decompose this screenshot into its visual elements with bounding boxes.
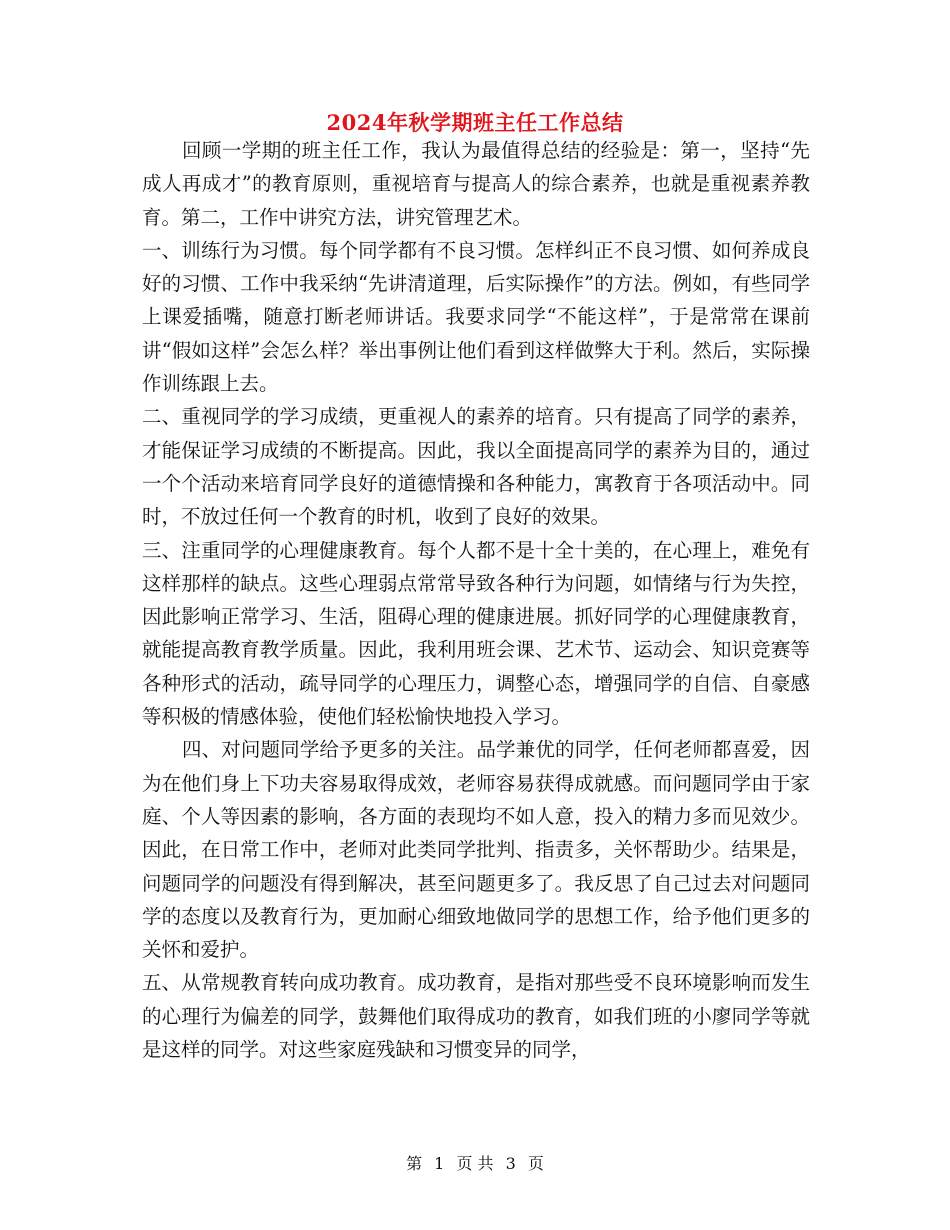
footer-prefix: 第 bbox=[406, 1154, 423, 1173]
footer-middle: 页 共 bbox=[456, 1154, 494, 1173]
paragraph-section-2: 二、重视同学的学习成绩，更重视人的素养的培育。只有提高了同学的素养，才能保证学习成绩的不断提高。因此，我以全面提高同学的素养为目的，通过一个个活动来培育同学良好的道德情操和各种能力，寓教育于各项活动中。同时，不放过任何一个教育的时机，收到了良好的效果。 bbox=[142, 405, 810, 529]
page-footer bbox=[0, 1152, 950, 1176]
paragraph-section-3: 三、注重同学的心理健康教育。每个人都不是十全十美的，在心理上，难免有这样那样的缺点。这些心理弱点常常导致各种行为问题，如情绪与行为失控，因此影响正常学习、生活，阻碍心理的健康进展。抓好同学的心理健康教育，就能提高教育教学质量。因此，我利用班会课、艺术节、运动会、知识竞赛等各种形式的活动，疏导同学的心理压力，调整心态，增强同学的自信、自豪感等积极的情感体验，使他们轻松愉快地投入学习。 bbox=[142, 538, 810, 729]
paragraph-intro: 回顾一学期的班主任工作，我认为最值得总结的经验是：第一，坚持“先成人再成才”的教育原则，重视培育与提高人的综合素养，也就是重视素养教育。第二，工作中讲究方法，讲究管理艺术。 bbox=[142, 139, 810, 229]
paragraph-section-1: 一、训练行为习惯。每个同学都有不良习惯。怎样纠正不良习惯、如何养成良好的习惯、工作中我采纳“先讲清道理，后实际操作”的方法。例如，有些同学上课爱插嘴，随意打断老师讲话。我要求同学“不能这样”，于是常常在课前讲“假如这样”会怎么样？举出事例让他们看到这样做弊大于利。然后，实际操作训练跟上去。 bbox=[142, 238, 810, 396]
footer-total-pages: 3 bbox=[505, 1154, 516, 1173]
footer-page-number: 1 bbox=[434, 1154, 445, 1173]
document-title: 2024年秋学期班主任工作总结 bbox=[326, 110, 624, 135]
paragraph-section-5: 五、从常规教育转向成功教育。成功教育，是指对那些受不良环境影响而发生的心理行为偏差的同学，鼓舞他们取得成功的教育，如我们班的小廖同学等就是这样的同学。对这些家庭残缺和习惯变异的同学， bbox=[142, 971, 810, 1062]
footer-suffix: 页 bbox=[527, 1154, 544, 1173]
document-body bbox=[142, 134, 810, 1066]
paragraph-section-4: 四、对问题同学给予更多的关注。品学兼优的同学，任何老师都喜爱，因为在他们身上下功夫容易取得成效，老师容易获得成就感。而问题同学由于家庭、个人等因素的影响，各方面的表现均不如人意，投入的精力多而见效少。因此，在日常工作中，老师对此类同学批判、指责多，关怀帮助少。结果是，问题同学的问题没有得到解决，甚至问题更多了。我反思了自己过去对问题同学的态度以及教育行为，更加耐心细致地做同学的思想工作，给予他们更多的关怀和爱护。 bbox=[142, 738, 810, 962]
